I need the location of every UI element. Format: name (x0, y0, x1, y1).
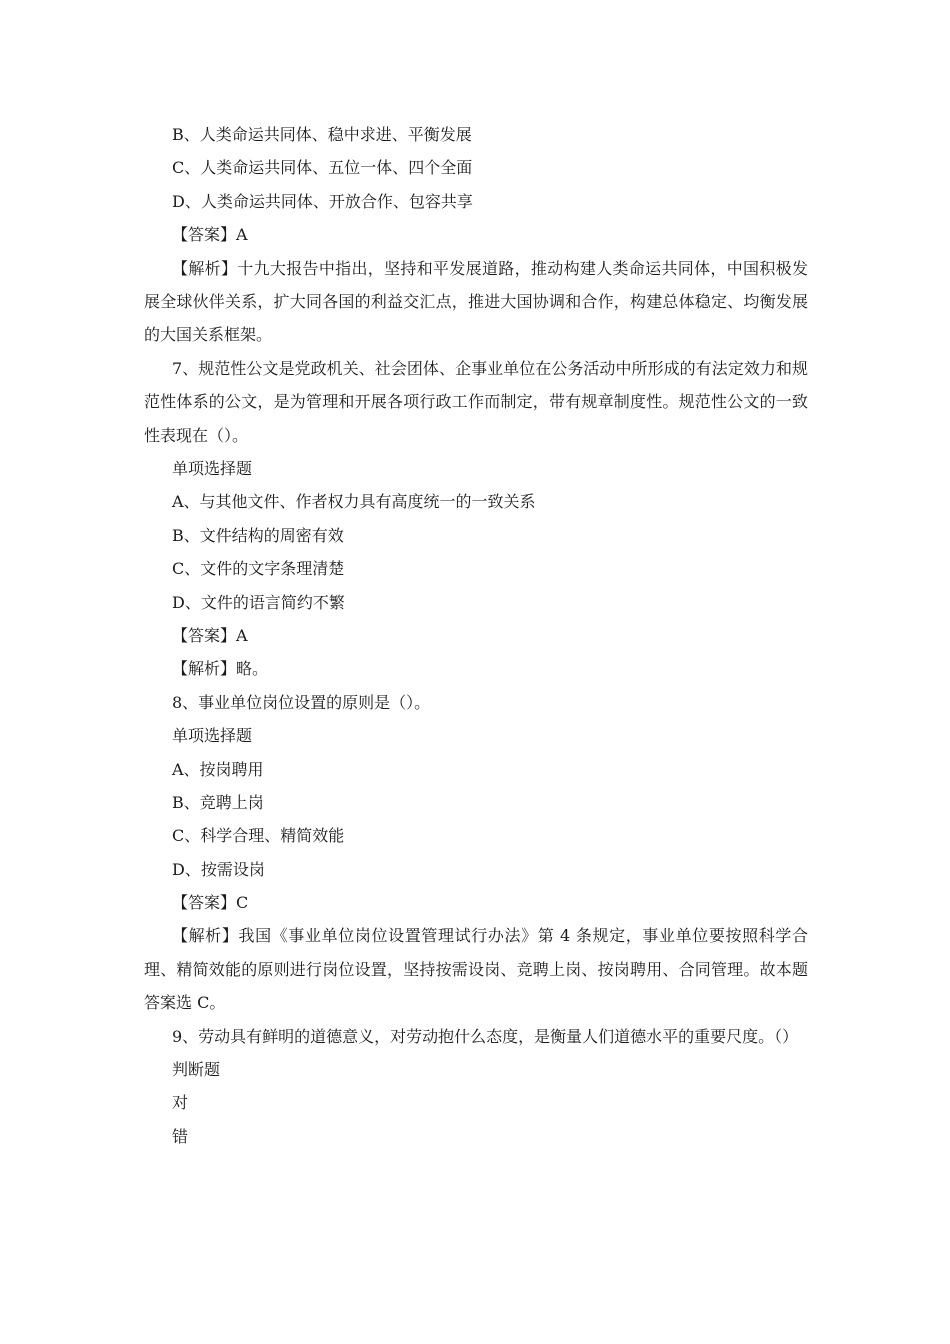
q7-option-c: C、文件的文字条理清楚 (172, 559, 345, 579)
q6-option-b: B、人类命运共同体、稳中求进、平衡发展 (172, 125, 472, 144)
q7-answer-value: A (236, 625, 248, 645)
q7-option-d: D、文件的语言简约不繁 (172, 592, 345, 612)
q9-type: 判断题 (172, 1060, 221, 1080)
q6-analysis-text: 十九大报告中指出，坚持和平发展道路，推动构建人类命运共同体，中国积极发展全球伙伴关系，扩大同各国的利益交汇点，推进大国协调和合作，构建总体稳定、均衡发展的大国关系框架。 (144, 258, 808, 345)
q8-answer-tag: 【答案】 (172, 893, 237, 913)
q8-answer (144, 886, 808, 919)
q7-analysis-tag: 【解析】 (172, 659, 237, 679)
q8-option-b: B、竞聘上岗 (172, 792, 264, 812)
q6-answer-value: A (236, 225, 248, 245)
q7-stem: 7、规范性公文是党政机关、社会团体、企事业单位在公务活动中所形成的有法定效力和规范性体系的公文，是为管理和开展各项行政工作而制定，带有规章制度性。规范性公文的一致性表现在（）。 (144, 358, 808, 445)
q9-option-true: 对 (172, 1093, 189, 1113)
q8-option-a: A、按岗聘用 (172, 759, 264, 779)
q8-type: 单项选择题 (172, 726, 253, 746)
q8-option-c: C、科学合理、精简效能 (172, 826, 345, 846)
q8-option-d: D、按需设岗 (172, 859, 265, 879)
q7-type: 单项选择题 (172, 459, 253, 478)
q6-option-c: C、人类命运共同体、五位一体、四个全面 (172, 158, 473, 178)
q6-analysis (144, 252, 808, 352)
q8-stem: 8、事业单位岗位设置的原则是（）。 (172, 692, 431, 712)
q8-analysis-tag: 【解析】 (172, 926, 239, 946)
q7-option-a: A、与其他文件、作者权力具有高度统一的一致关系 (172, 492, 536, 512)
q6-answer-tag: 【答案】 (172, 225, 237, 245)
q7-answer (144, 619, 808, 652)
q6-option-d: D、人类命运共同体、开放合作、包容共享 (172, 191, 473, 211)
q8-analysis (144, 919, 808, 1019)
q6-analysis-tag: 【解析】 (172, 258, 238, 278)
q8-analysis-text: 我国《事业单位岗位设置管理试行办法》第 4 条规定，事业单位要按照科学合理、精简效能的原则进行岗位设置，坚持按需设岗、竞聘上岗、按岗聘用、合同管理。故本题答案选 C。 (144, 926, 808, 1013)
q9-option-false: 错 (172, 1126, 189, 1146)
q8-answer-value: C (236, 893, 249, 913)
q6-answer (144, 218, 808, 251)
q7-option-b: B、文件结构的周密有效 (172, 525, 344, 545)
q7-analysis (144, 652, 808, 685)
page-content (144, 118, 808, 1153)
q7-answer-tag: 【答案】 (172, 625, 237, 645)
q7-analysis-text: 略。 (236, 659, 269, 679)
q9-stem: 9、劳动具有鲜明的道德意义，对劳动抱什么态度，是衡量人们道德水平的重要尺度。（） (172, 1026, 799, 1046)
